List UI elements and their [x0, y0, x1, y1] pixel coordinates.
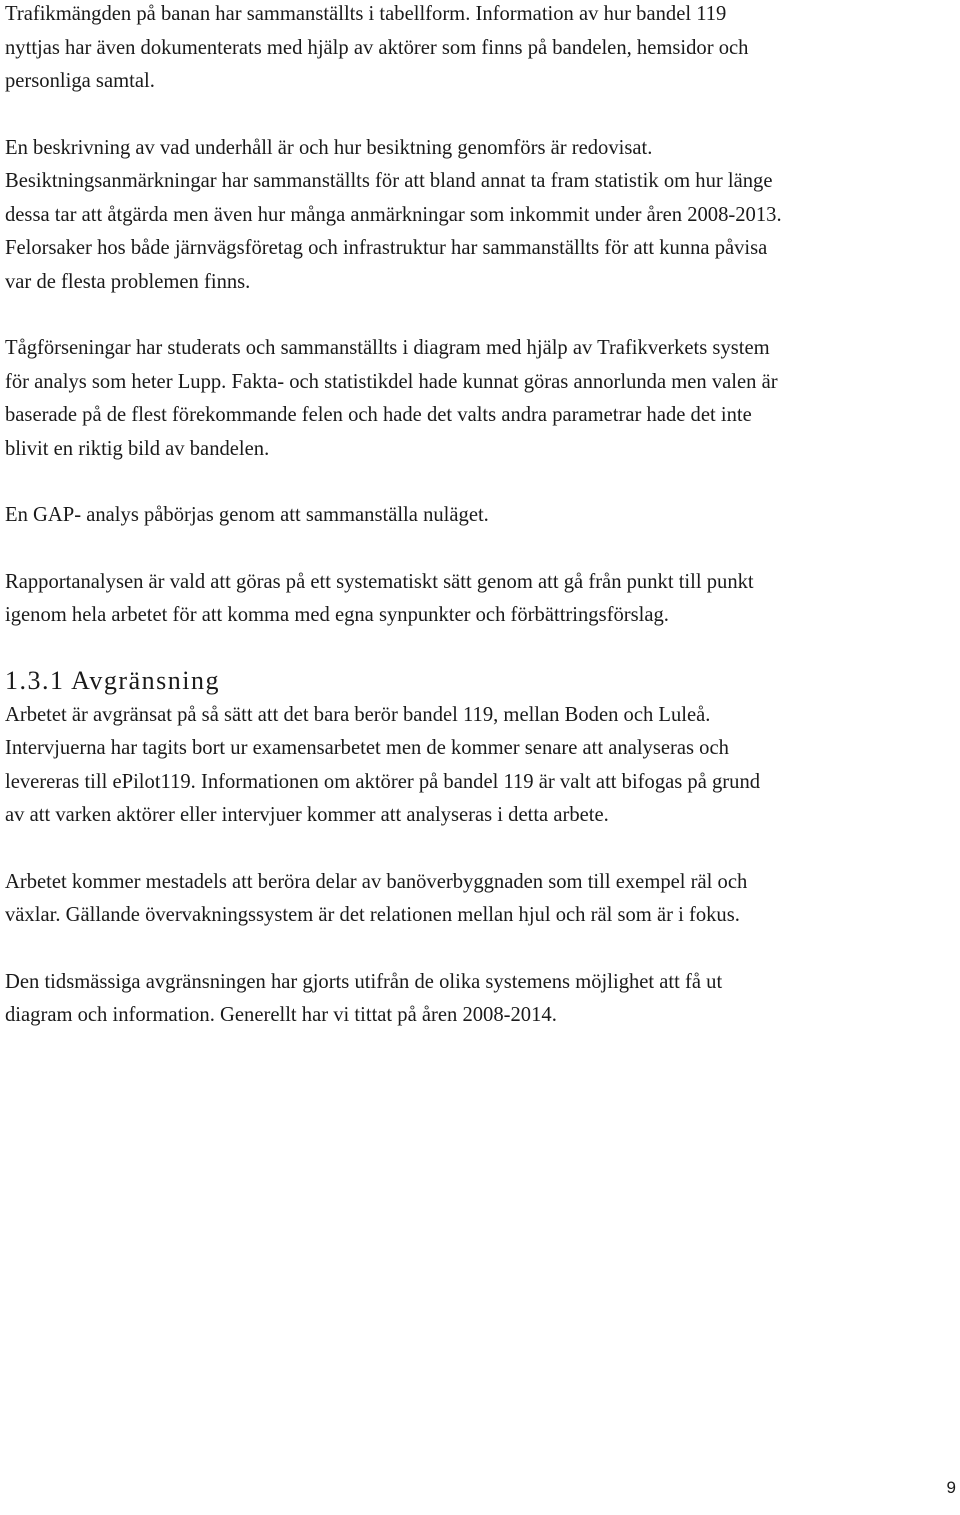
- paragraph-delimitation: [5, 699, 953, 833]
- text-line: Rapportanalysen är vald att göras på ett systematiskt sätt genom att gå från punkt till punkt: [5, 570, 754, 593]
- text-line: dessa tar att åtgärda men även hur många anmärkningar som inkommit under åren 2008-2013.: [5, 203, 782, 226]
- paragraph-spacer: [5, 833, 953, 866]
- paragraph-spacer: [5, 99, 953, 132]
- text-line: blivit en riktig bild av bandelen.: [5, 437, 270, 460]
- text-line: Intervjuerna har tagits bort ur examensarbetet men de kommer senare att analyseras och: [5, 737, 729, 759]
- paragraph-spacer: [5, 933, 953, 966]
- text-line: Trafikmängden på banan har sammanställts i tabellform. Information av hur bandel 119: [5, 3, 727, 25]
- paragraph-spacer: [5, 533, 953, 566]
- document-page: [5, 0, 953, 1033]
- text-line: diagram och information. Generellt har vi tittat på åren 2008-2014.: [5, 1004, 557, 1026]
- text-line: Felorsaker hos både järnvägsföretag och infrastruktur har sammanställts för att kunna påvisa: [5, 237, 768, 259]
- text-line: av att varken aktörer eller intervjuer kommer att analyseras i detta arbete.: [5, 804, 609, 826]
- section-spacer: [5, 633, 953, 661]
- paragraph-spacer: [5, 299, 953, 332]
- text-line: Besiktningsanmärkningar har sammanställts för att bland annat ta fram statistik om hur länge: [5, 170, 773, 192]
- text-line: En GAP- analys påbörjas genom att sammanställa nuläget.: [5, 504, 489, 526]
- paragraph-train-delays: [5, 332, 953, 466]
- text-line: var de flesta problemen finns.: [5, 270, 251, 293]
- text-line: En beskrivning av vad underhåll är och hur besiktning genomförs är redovisat.: [5, 136, 653, 159]
- text-line: växlar. Gällande övervakningssystem är det relationen mellan hjul och räl som är i fokus.: [5, 904, 740, 926]
- text-line: levereras till ePilot119. Informationen om aktörer på bandel 119 är valt att bifogas på grund: [5, 770, 761, 793]
- text-line: personliga samtal.: [5, 70, 155, 92]
- text-line: Den tidsmässiga avgränsningen har gjorts utifrån de olika systemens möjlighet att få ut: [5, 970, 723, 993]
- text-line: baserade på de flest förekommande felen och hade det valts andra parametrar hade det inte: [5, 404, 752, 426]
- paragraph-gap-analysis: [5, 499, 953, 533]
- text-line: för analys som heter Lupp. Fakta- och statistikdel hade kunnat göras annorlunda men valen är: [5, 370, 778, 393]
- paragraph-time-delimitation: [5, 966, 953, 1033]
- text-line: igenom hela arbetet för att komma med egna synpunkter och förbättringsförslag.: [5, 604, 669, 626]
- text-line: Tågförseningar har studerats och sammanställts i diagram med hjälp av Trafikverkets system: [5, 337, 770, 359]
- page-number: 9: [946, 1478, 956, 1497]
- text-line: nyttjas har även dokumenterats med hjälp av aktörer som finns på bandelen, hemsidor och: [5, 36, 749, 59]
- paragraph-traffic-volume: [5, 0, 953, 99]
- paragraph-report-analysis: [5, 566, 953, 633]
- paragraph-maintenance: [5, 132, 953, 300]
- paragraph-spacer: [5, 466, 953, 499]
- section-heading: 1.3.1 Avgränsning: [5, 665, 220, 695]
- text-line: Arbetet kommer mestadels att beröra delar av banöverbyggnaden som till exempel räl och: [5, 870, 748, 893]
- text-line: Arbetet är avgränsat på så sätt att det bara berör bandel 119, mellan Boden och Luleå.: [5, 703, 711, 726]
- paragraph-track-superstructure: [5, 866, 953, 933]
